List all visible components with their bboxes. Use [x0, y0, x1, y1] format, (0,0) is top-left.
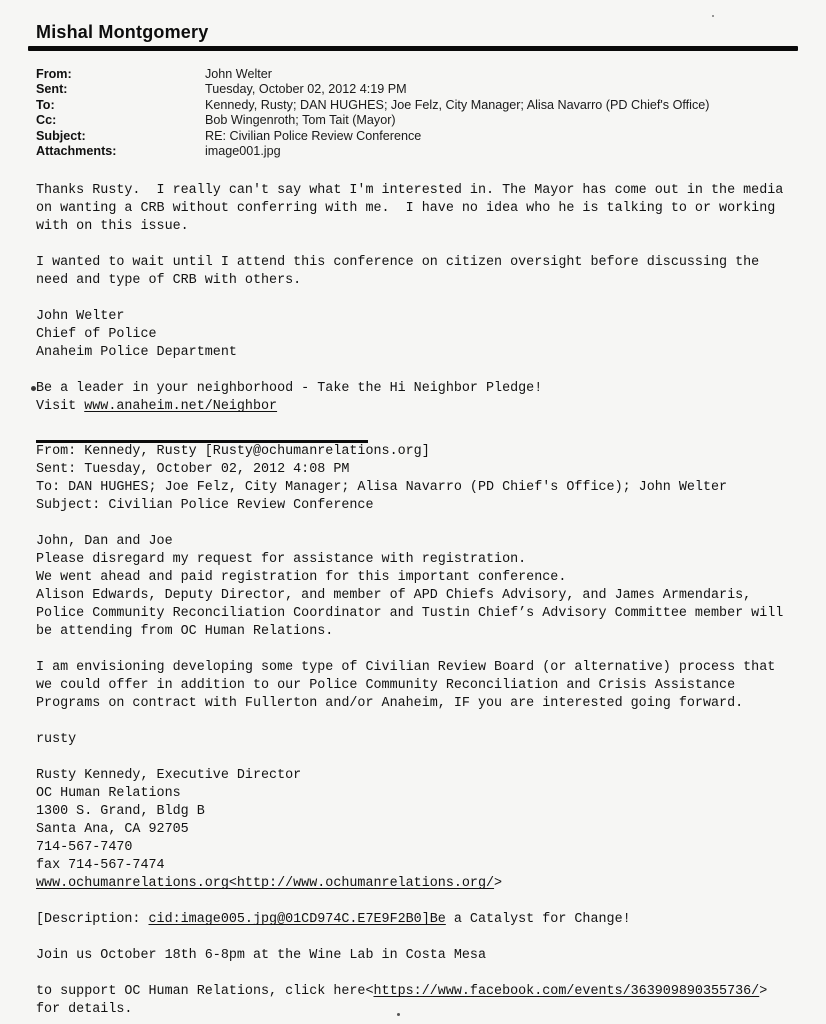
- body-line: From: Kennedy, Rusty [Rusty@ochumanrelations.org]: [36, 444, 430, 460]
- body-line: Thanks Rusty. I really can't say what I'm interested in. The Mayor has come out in the media: [36, 183, 784, 199]
- body-line: [36, 893, 826, 911]
- header-field-value: Tuesday, October 02, 2012 4:19 PM: [205, 82, 407, 97]
- header-field-row: [36, 129, 826, 144]
- body-line: Chief of Police: [36, 327, 157, 343]
- scan-speck: [397, 1013, 400, 1016]
- body-line: we could offer in addition to our Police Community Reconciliation and Crisis Assistance: [36, 678, 736, 694]
- body-line: [36, 713, 826, 731]
- body-line: Please disregard my request for assistance with registration.: [36, 552, 527, 568]
- header-field-value: Kennedy, Rusty; DAN HUGHES; Joe Felz, City Manager; Alisa Navarro (PD Chief's Office): [205, 97, 710, 112]
- body-line: Police Community Reconciliation Coordinator and Tustin Chief’s Advisory Committee member will: [36, 606, 784, 622]
- body-line: John, Dan and Joe: [36, 534, 173, 550]
- body-line: Be a leader in your neighborhood - Take the Hi Neighbor Pledge!: [36, 381, 543, 397]
- header-field-label: To:: [36, 97, 55, 112]
- header-field-value: Bob Wingenroth; Tom Tait (Mayor): [205, 113, 396, 128]
- header-field-row: [36, 67, 826, 82]
- header-field-value: RE: Civilian Police Review Conference: [205, 128, 422, 143]
- header-field-row: [36, 113, 826, 128]
- body-line: Subject: Civilian Police Review Conference: [36, 498, 374, 514]
- text-segment: >: [759, 984, 768, 1000]
- body-line: To: DAN HUGHES; Joe Felz, City Manager; Alisa Navarro (PD Chief's Office); John Welter: [36, 480, 728, 496]
- body-line: Programs on contract with Fullerton and/or Anaheim, IF you are interested going forward.: [36, 696, 744, 712]
- header-field-label: Subject:: [36, 128, 86, 143]
- body-line: [36, 398, 826, 416]
- header-field-row: [36, 82, 826, 97]
- header-field-label: Cc:: [36, 113, 57, 128]
- body-line: Rusty Kennedy, Executive Director: [36, 768, 302, 784]
- header-field-value: image001.jpg: [205, 144, 281, 159]
- body-line: [36, 290, 826, 308]
- body-line: for details.: [36, 1002, 133, 1018]
- header-field-label: Attachments:: [36, 144, 117, 159]
- anaheim-neighbor-link[interactable]: www.anaheim.net/Neighbor: [84, 399, 278, 415]
- cid-image-link[interactable]: cid:image005.jpg@01CD974C.E7E9F2B0]Be: [148, 912, 446, 928]
- body-line: John Welter: [36, 309, 125, 325]
- body-line: [36, 911, 826, 929]
- facebook-event-link[interactable]: https://www.facebook.com/events/363909890355736/: [373, 984, 760, 1000]
- body-line: OC Human Relations: [36, 786, 181, 802]
- text-segment: [Description:: [36, 912, 149, 928]
- body-line: rusty: [36, 732, 77, 748]
- body-line: fax 714-567-7474: [36, 858, 165, 874]
- body-line: Santa Ana, CA 92705: [36, 822, 189, 838]
- body-line: I am envisioning developing some type of Civilian Review Board (or alternative) process that: [36, 660, 776, 676]
- text-segment: a Catalyst for Change!: [445, 912, 631, 928]
- body-line: [36, 416, 826, 434]
- body-line: need and type of CRB with others.: [36, 273, 302, 289]
- header-field-row: [36, 98, 826, 113]
- body-line: Alison Edwards, Deputy Director, and member of APD Chiefs Advisory, and James Armendaris,: [36, 588, 752, 604]
- body-line: Anaheim Police Department: [36, 345, 237, 361]
- header-field-value: John Welter: [205, 67, 272, 81]
- body-line: [36, 515, 826, 533]
- body-line: [36, 983, 826, 1001]
- body-line: [36, 362, 826, 380]
- body-line: We went ahead and paid registration for this important conference.: [36, 570, 567, 586]
- page-title: Mishal Montgomery: [36, 22, 209, 42]
- text-segment: >: [494, 876, 503, 892]
- email-body: [36, 182, 826, 1019]
- scan-speck: [31, 386, 36, 391]
- body-line: 1300 S. Grand, Bldg B: [36, 804, 205, 820]
- body-line: [36, 236, 826, 254]
- body-line: Sent: Tuesday, October 02, 2012 4:08 PM: [36, 462, 350, 478]
- body-line: on wanting a CRB without conferring with me. I have no idea who he is talking to or working: [36, 201, 776, 217]
- header-field-label: Sent:: [36, 82, 68, 97]
- email-header-fields: [36, 67, 826, 159]
- body-line: [36, 875, 826, 893]
- body-line: [36, 641, 826, 659]
- text-segment: to support OC Human Relations, click here<: [36, 984, 374, 1000]
- body-line: 714-567-7470: [36, 840, 133, 856]
- header-field-row: [36, 144, 826, 159]
- body-line: [36, 749, 826, 767]
- body-line: [36, 965, 826, 983]
- scan-speck: [712, 15, 714, 17]
- body-line: with on this issue.: [36, 219, 189, 235]
- header-field-label: From:: [36, 67, 72, 81]
- body-line: I wanted to wait until I attend this conference on citizen oversight before discussing the: [36, 255, 760, 271]
- body-line: be attending from OC Human Relations.: [36, 624, 334, 640]
- body-line: [36, 929, 826, 947]
- title-rule: [28, 46, 798, 51]
- body-line: Join us October 18th 6-8pm at the Wine Lab in Costa Mesa: [36, 948, 486, 964]
- text-segment: Visit: [36, 399, 85, 415]
- ochumanrelations-link[interactable]: www.ochumanrelations.org<http://www.ochumanrelations.org/: [36, 876, 495, 892]
